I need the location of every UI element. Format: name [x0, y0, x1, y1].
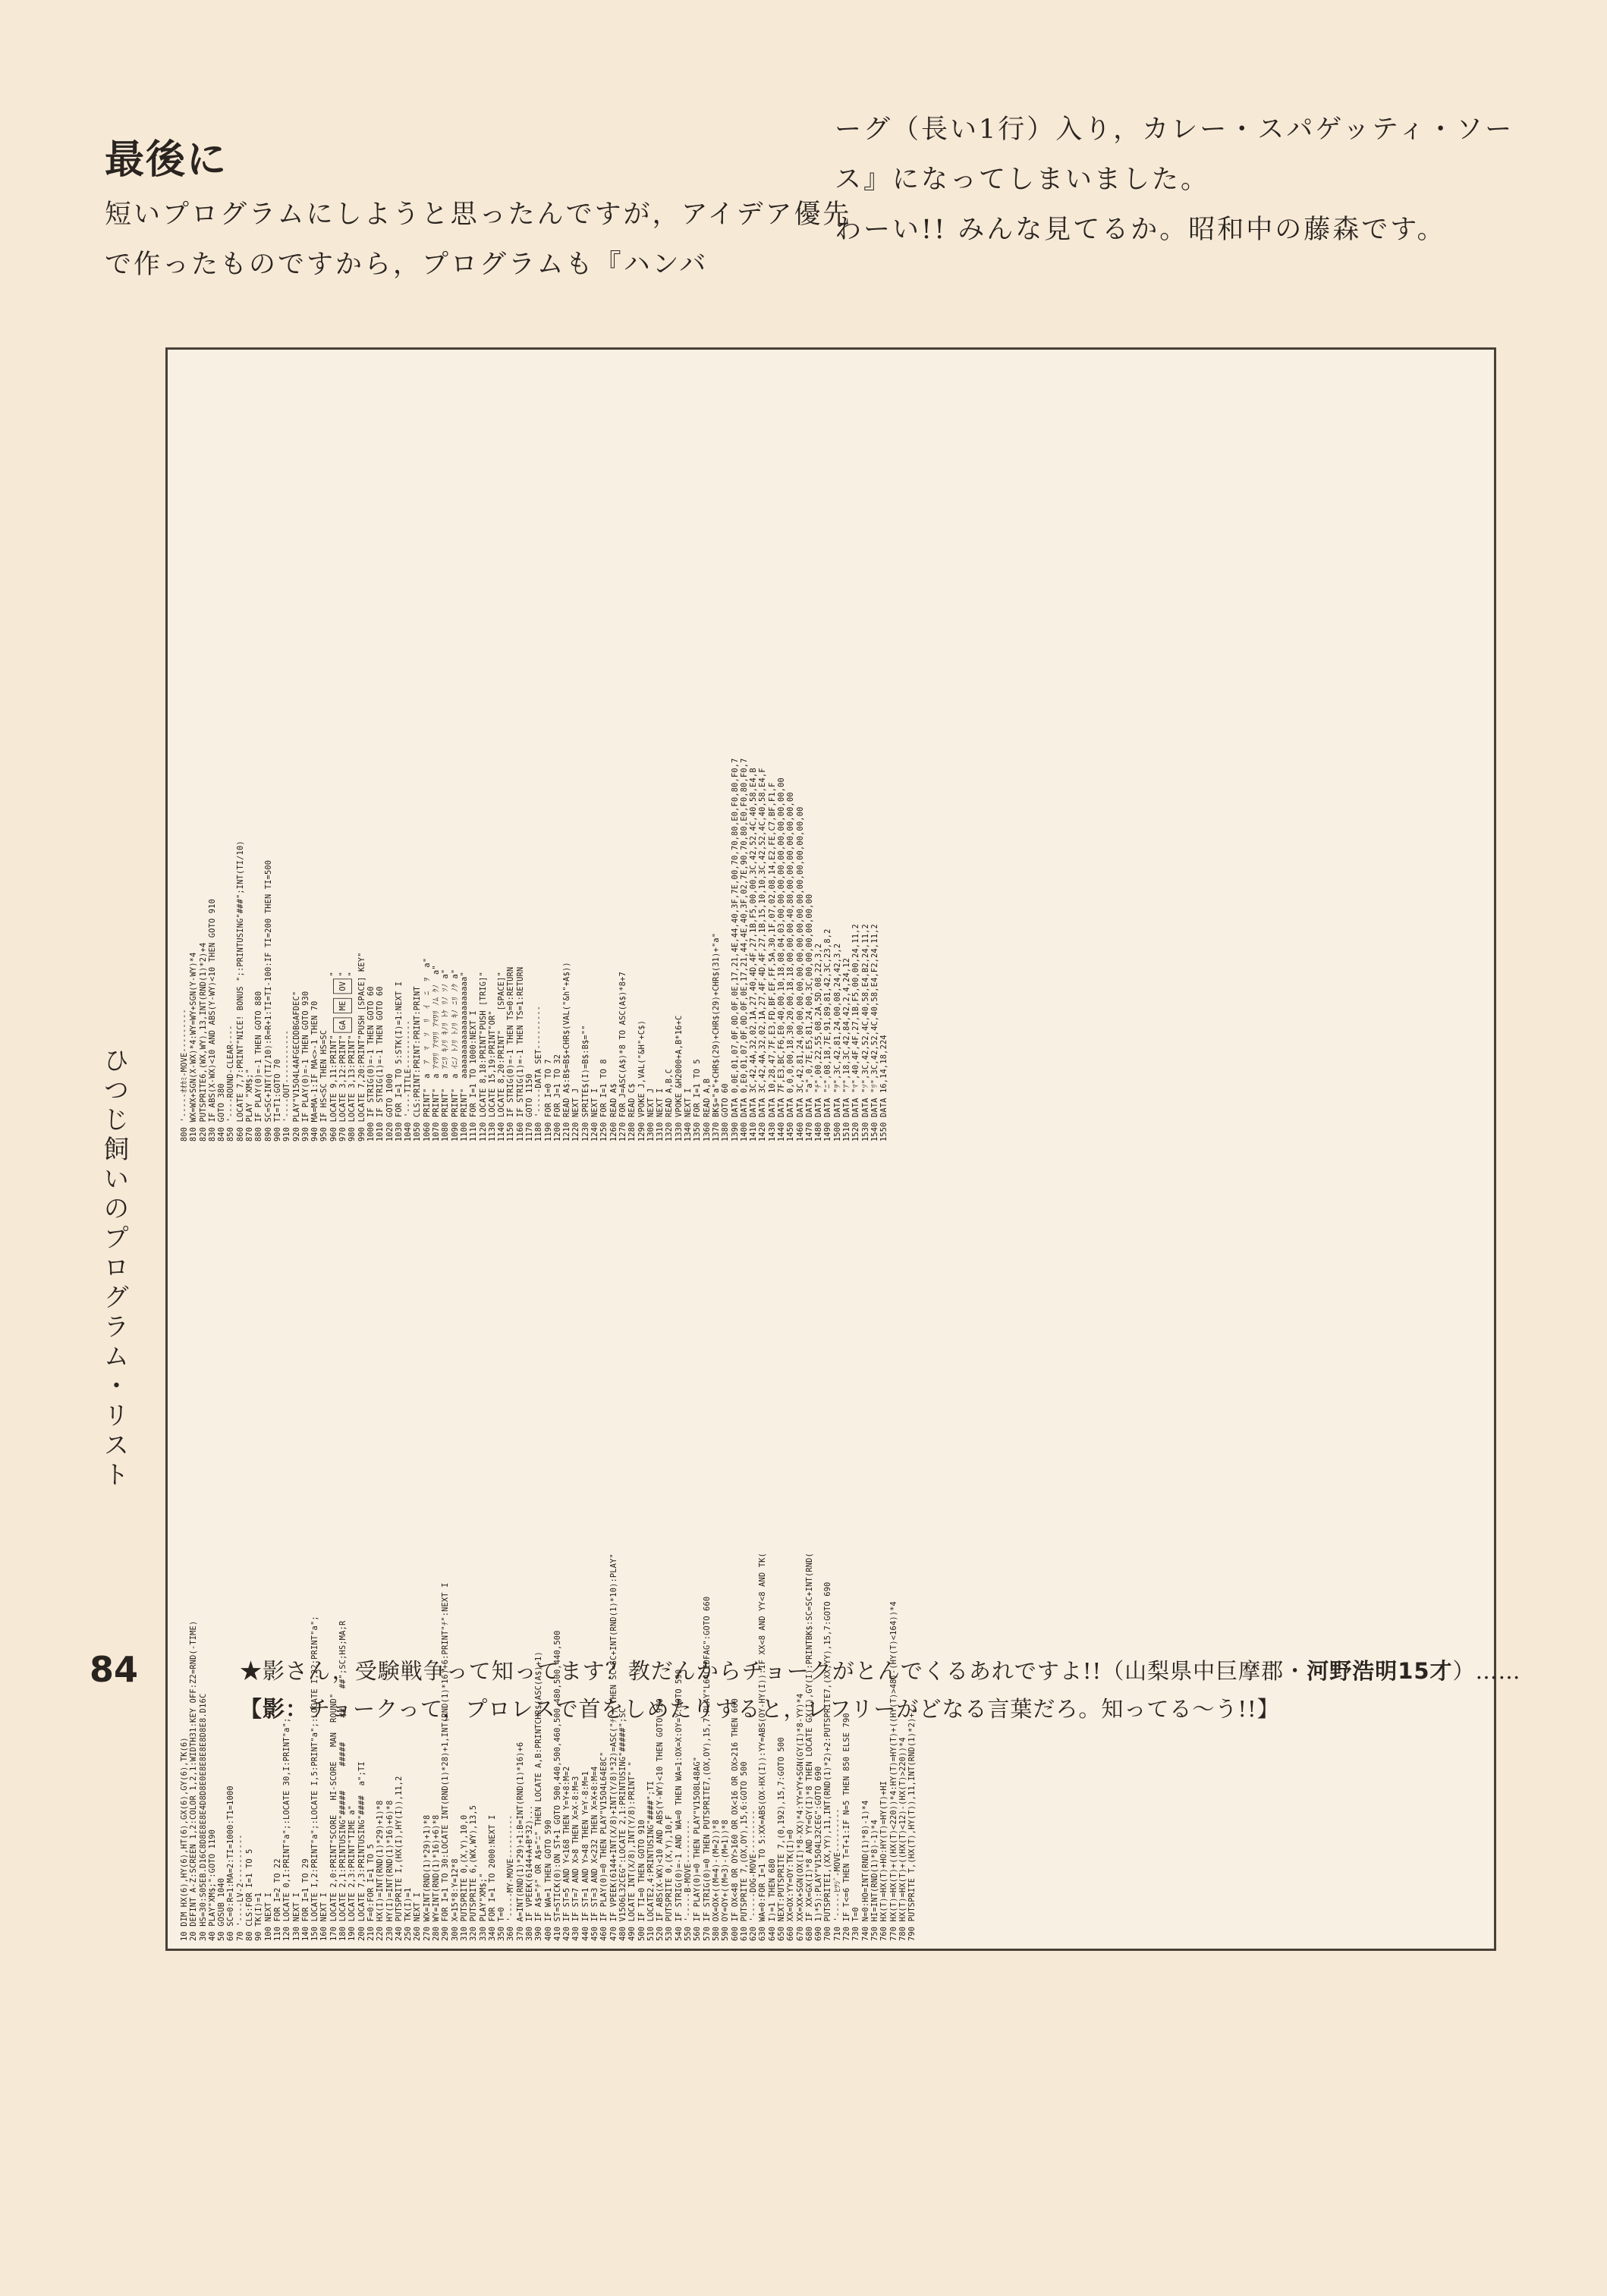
- listing-column-left: [168, 1149, 1494, 1949]
- reply-label: 【影：: [240, 1696, 309, 1722]
- listing-code-left: 10 DIM HX(6),HY(6),HT(6),GX(6),GY(6),TK(6) 20 DEFINT A-Z:SCREEN 1,2:COLOR 1,2,1:WIDTH31:KEY OFF:Z2=RND(-TIME) 30 HS=30:S05EB.D16C8D8E8E8E4D8D8E0E8E8E8E8D8E8.D16C 40 PLAY"XM$;":GOTO 1190 50 GOSUB 1040 60 SC=0:R=1:MA=2:TI=1000:T1=1000 70 '----LV-2---------- 80 CLS:FOR I=1 TO 5 90 TK(I)=1 100 NEXT I 110 FOR I=2 TO 22 120 LOCATE 0,I:PRINT"a";:LOCATE 30,I:PRINT"a"; 130 NEXT I 140 FOR I=1 TO 29 150 LOCATE I,2:PRINT"a";:LOCATE I,5:PRINT"a";:LOCATE I,22:PRINT"a"; 160 NEXT I 170 LOCATE 2,0:PRINT"SCORE HI-SCORE MAN ROUND" 180 LOCATE 2,1:PRINTUSING"##### ##### ## ##";SC;HS;MA;R 190 LOCATE 2,3:PRINT"TIME a" 200 LOCATE 7,3:PRINTUSING"#### a";TI 210 F=0:FOR I=1 TO 5 220 HX(I)=INT(RND(1)*29)+1)*8 230 HY(I)=INT(RND(1)*16)+6)*8 240 PUTSPRITE I,(HX(I),HY(I)),11,2 250 TK(I)=1 260 NEXT I 270 WX=INT(RND(1)*29)+1)*8 280 WY=INT(RND(1)*16)+6)*8 290 FOR I=1 TO 30:LOCATE INT(RND(1)*28)+1,INT(RND(1)*16)+6:PRINT"ﾁ":NEXT I 300 X=15*8:Y=12*8 310 PUTSPRITE 0,(X,Y),10,0 320 PUTSPRITE 6,(WX,WY),13,5 330 PLAY"XM$;" 340 FOR I=1 TO 2000:NEXT I 350 T=0 360 '-----MY-MOVE--------- 370 A=INT(RND(1)*29)+1:B=INT(RND(1)*16)+6 380 IF VPEEK(6144+A+B*32)... 390 IF A$="ﾁ" OR A$="ﾆ" THEN LOCATE A,B:PRINTCHR$(ASC(A$)+1) 400 IF WA=1 THEN GOTO 590 410 ST=STICK(0):ON ST+1 GOTO 500,440,500,460,500,480,500,440,500 420 IF ST=5 AND Y<168 THEN Y=Y+8:M=2 430 IF ST=7 AND X>8 THEN X=X-8:M=3 440 IF ST=1 AND Y>48 THEN Y=Y-8:M=1 450 IF ST=3 AND X<232 THEN X=X+8:M=4 460 IF PLAY(0)=0 THEN PLAY"V15O4L64E8C" 470 IF VPEEK(6144+INT(X/8)+INT(Y/8)*32)=ASC("ﾁ") THEN SC=SC+INT(RND(1)*10):PLAY" 480 V15O6L32CEG":LOCATE 2,1:PRINTUSING"#####";SC 490 LOCATE INT(X/8),INT(Y/8):PRINT" " 500 IF TI=0 THEN GOTO 910 510 LOCATE2,4:PRINTUSING"####";TI 520 IF ABS(X-WX)<10 AND ABS(Y-WY)<10 THEN GOTO 910 530 PUTSPRITE 0,(X,Y),10,F 540 IF STRIG(0)=-1 AND WA=0 THEN WA=1:OX=X:OY=Y:GOTO 590 550 '-----B-MOVE--------- 560 IF PLAY(0)=0 THEN PLAY"V15O8L48AG" 570 IF STRIG(0)=0 THEN PUTSPRITE7,(OX,OY),15,7:PLAY"L64CEDFAG":GOTO 660 580 OX=OX+((M=4)-(M=2))*8 590 OY=OY+((M=3)-(M=1))*8 600 IF OX<48 OR OY>160 OR OX<16 OR OX>216 THEN 660 610 PUTSPRITE 7,(OX,OY),15,6:GOTO 500 620 '-----DOG-MOVE--------- 630 WA=0:FOR I=1 TO 5:XX=ABS(OX-HX(I)):YY=ABS(OY-HY(I)):IF XX<8 AND YY<8 AND TK( 640 I)=1 THEN 680 650 NEXT:PUTSPRITE 7,(0,192),15,7:GOTO 500 660 XX=OX:YY=OY:TK(I)=0 670 XX=XX+SGN(OX(I)*8-XX)*4:YY=YY+SGN(GY(I)*8-YY)*4 680 IF XX=GX(I)*8 AND YY=GY(I)*8 THEN LOCATE GX(I),GY(I):PRINTBK$:SC=SC+INT(RND( 690 1)*5):PLAY"V15O4L32CEG":GOTO 690 700 PUTSPRITEI,(XX,YY),11,INT(RND(1)*2)+2:PUTSPRITE7,(XX,YY),15,7:GOTO 690 710 '-----ﾋﾂｼﾞ-MOVE--------- 720 IF T<=6 THEN T=T+1:IF N=5 THEN 850 ELSE 790 730 T=0 740 N=0:HO=INT(RND(1)*8)-1)*4 750 HI=INT(RND(1)*8)-1)*4 760 HX(T)=HX(T)+HO:HY(T)=HY(T)+HI 770 HX(T)=HX(T)+((HX(T)<220))*4:HY(T)=HY(T)+((HY(T)>48)-(HY(T)<164))*4 780 HX(T)=HX(T)+((HX(T)<12)-(HX(T)>220))*4 790 PUTSPRITE T,(HX(T),HY(T)),11,INT(RND(1)*2)+2: [180, 1553, 917, 1941]
- article-heading: 最後に: [105, 137, 228, 183]
- page-number: 84: [90, 1649, 139, 1690]
- letter-question: ★影さん，受験戦争って知ってます？教だんからチョークがとんでくるあれですよ!!（山梨県中巨摩郡・: [240, 1658, 1307, 1684]
- letter-author: 河野浩明15才: [1307, 1658, 1453, 1684]
- listing-title: ひつじ飼いのプログラム・リスト: [99, 1047, 129, 1490]
- article-paragraph-right: ーグ（長い1行）入り，カレー・スパゲッティ・ソース』になってしまいました。 わーい!! みんな見てるか。昭和中の藤森です。: [835, 115, 1514, 245]
- listing-code-right: 800 '-----ｵｵｶﾐ-MOVE--------- 810 WX=WX+SGN(X-WX)*4:WY=WY+SGN(Y-WY)*4 820 PUTSPRITE6,(WX,WY),13,INT(RND(1)*2)+4 830 IF ABS(X-WX)<10 AND ABS(Y-WY)<10 THEN GOTO 910 840 GOTO 380 850 '----ROUND-CLEAR---- 860 LOCATE 7,7:PRINT"NICE! BONUS ";:PRINTUSING"###";INT(TI/10) 870 PLAY "XM$;" 880 IF PLAY(0)=-1 THEN GOTO 880 890 SC=SC+INT(TI/10):R=R+1:TI=TI-100:IF TI=200 THEN TI=500 900 TI=T1:GOTO 70 910 '----OUT----------- 920 PLAY"V15O4L4AFGECDDBGAFDEC" 930 IF PLAY(0)=-1 THEN GOTO 930 940 MA=MA-1:IF MA<>-1 THEN 70 950 IF HS<SC THEN HS=SC 960 LOCATE 9,11:PRINT"┌──┐┌──┐┌──┐" 970 LOCATE 3,12:PRINT"│GA││ME││OV│" 980 LOCATE 3,13:PRINT"└──┘└──┘└──┘" 990 LOCATE 7,20:PRINT"PUSH [SPACE] KEY" 1000 IF STRIG(0)=-1 THEN GOTO 60 1010 IF STRIG(1)=-1 THEN GOTO 60 1020 GOTO 1000 1030 FOR I=1 TO 5:STK(I)=1:NEXT I 1040 '----TITLE---------- 1050 CLS:PRINT:PRINT:PRINT:PRINT 1060 PRINT" a ｱ ﾏ ｿ ﾘ ｲ ﾆ ｦ a" 1070 PRINT" a ｱﾏﾜﾘ ｱﾏﾜﾘ ｱﾏﾜﾘ ﾉﾑ ｸﾉ a" 1080 PRINT" a ｱﾆﾘ ｷﾉﾘ ｷﾉﾘ ﾄｹ ﾘﾉ ｿﾉ a" 1090 PRINT" a ｲﾆﾉ ﾄﾉﾘ ﾄﾉﾘ ｷﾉ ﾆﾘ ﾉｸ a" 1100 PRINT" aaaaaaaaaaaaaaaaaaaaa" 1110 FOR I=1 TO 1000:NEXT I 1120 LOCATE 8,18:PRINT"PUSH [TRIG]" 1130 LOCATE 15,19:PRINT"OR" 1140 LOCATE 8,20:PRINT" [SPACE]" 1150 IF STRIG(0)=-1 THEN TS=0:RETURN 1160 IF STRIG(1)=-1 THEN TS=1:RETURN 1170 GOTO 1150 1180 '-----DATA SET--------- 1190 FOR I=0 TO 7 1200 FOR J=1 TO 32 1210 READ A$:B$=B$+CHR$(VAL("&h"+A$)) 1220 NEXT J 1230 SPRITE$(I)=B$:B$="" 1240 NEXT I 1250 FOR I=1 TO 8 1260 READ A$ 1270 FOR J=ASC(A$)*8 TO ASC(A$)*8+7 1280 READ C$ 1290 VPOKE J,VAL("&H"+C$) 1300 NEXT J 1310 NEXT I 1320 READ A,B,C 1330 VPOKE &H2000+A,B*16+C 1340 NEXT I 1350 FOR I=1 TO 5 1360 READ A,B 1370 BK$="a"+CHR$(29)+CHR$(29)+CHR$(31)+"a" 1380 GOTO 60 1390 DATA 0,0E,01,07,0F,0D,0F,0E,17,21,4E,44,40,3F,7E,00,70,70,80,E0,F0,80,F0,7 1400 DATA 0,E0,01,07,0F,0D,0F,0E,17,21,44,4E,40,3F,02,7E,90,70,80,E0,F0,80,F0,7 1410 DATA 3C,42,4A,32,02,1A,27,40,4D,4F,27,1B,F5,00,00,3C,42,52,4C,40,58,E4,B 1420 DATA 3C,42,4A,32,02,1A,27,4F,4D,4F,27,1B,15,10,10,3C,42,52,4C,40,58,E4,F 1430 DATA 10,28,47,7F,E3,FD,BF,EF,FF,5A,30,1F,07,02,08,14,E2,FE,C7,BF,F1,F 1440 DATA 7F,E3,BC,F6,E0,40,00,10,18,08,04,03,00,00,00,00,00,00,00,00,00,00 1450 DATA 0,0,0,00,18,30,20,00,18,18,00,00,00,40,80,00,00,00,00,00,00,00 1460 DATA 3C,42,81,24,00,00,00,00,00,00,00,00,00,00,00,00,00,00,00,00 1470 DATA "a",0,7E,E5,81,24,00,3C,00,00,00,00,00,00 1480 DATA "ﾁ",00,22,55,08,2A,5D,08,22,3,2 1490 DATA "ﾆ",08,18,7E,91,89,81,42,3C,23,8,2 1500 DATA "ｦ",3C,42,81,24,00,08,24,42,3,2 1510 DATA "ｱ",18,3C,42,84,42,2,4,24,12 1520 DATA "ﾏ",40,4F,4F,27,1B,F5,00,00,24,11,2 1530 DATA "ｿ",3C,42,52,4C,40,58,E4,B2,24,11,2 1540 DATA "ﾘ",3C,42,52,4C,40,58,E4,F2,24,11,2 1550 DATA 16,14,18,224: [180, 758, 889, 1142]
- letter-ellipsis: ）……: [1452, 1658, 1521, 1684]
- reader-letter: [240, 1652, 1522, 1728]
- letter-reply: チョークって，プロレスで首をしめたりすると，レフリーがどなる言葉だろ。知ってる～う!!】: [308, 1696, 1280, 1722]
- listing-column-right: [168, 350, 1494, 1149]
- article-paragraph-left: 短いプログラムにしようと思ったんですが，アイデア優先で作ったものですから，プログラムも『ハンバ: [105, 199, 852, 280]
